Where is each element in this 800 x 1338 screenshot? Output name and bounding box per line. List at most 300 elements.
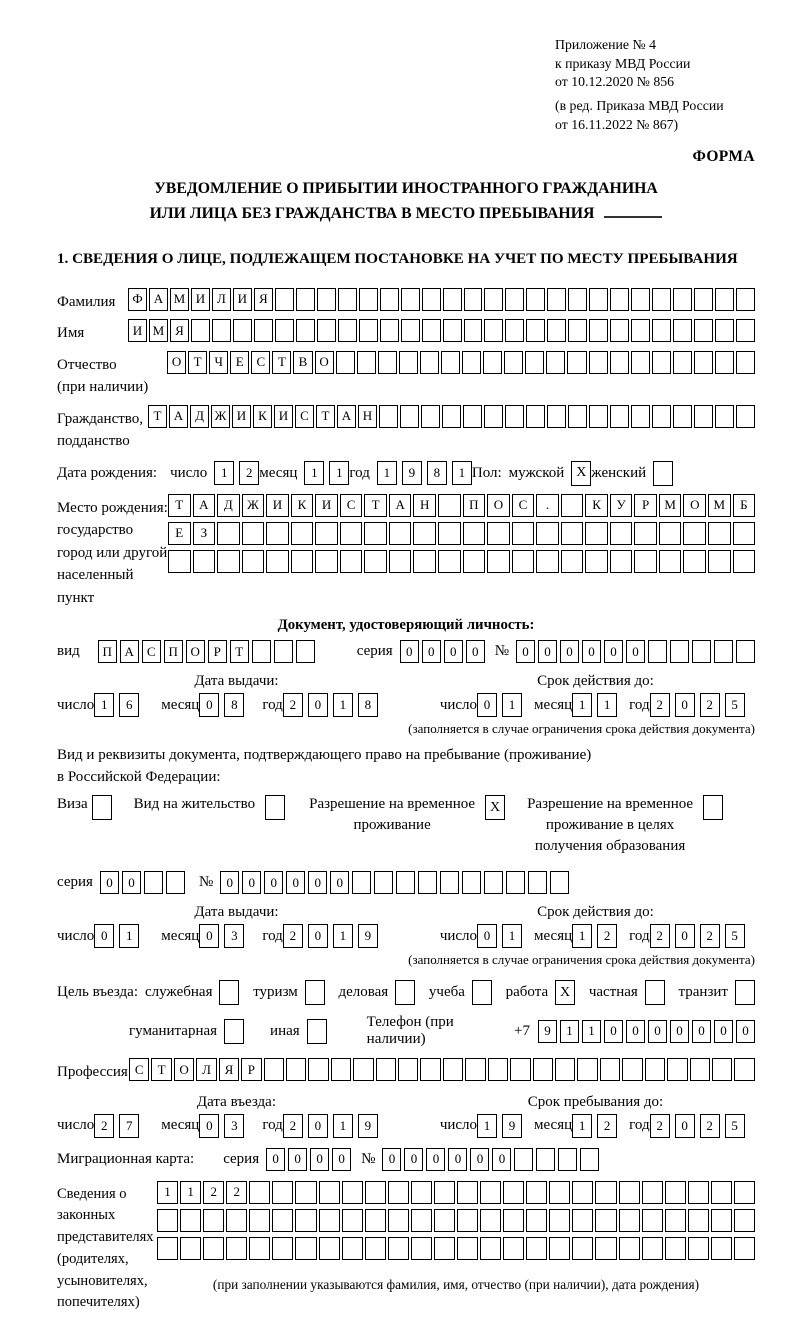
- form-cell[interactable]: 0: [492, 1148, 511, 1171]
- purpose-transit-checkbox[interactable]: [735, 980, 755, 1005]
- form-cell[interactable]: 0: [736, 1020, 755, 1043]
- form-cell[interactable]: А: [193, 494, 216, 517]
- form-cell[interactable]: [683, 522, 706, 545]
- form-cell[interactable]: [652, 405, 671, 428]
- form-cell[interactable]: [272, 1181, 293, 1204]
- form-cell[interactable]: Б: [733, 494, 756, 517]
- form-cell[interactable]: [463, 405, 482, 428]
- doc-valid-month-cells[interactable]: [572, 693, 617, 717]
- form-cell[interactable]: 1: [477, 1114, 497, 1138]
- form-cell[interactable]: М: [659, 494, 682, 517]
- form-cell[interactable]: [472, 980, 492, 1005]
- form-cell[interactable]: А: [120, 640, 139, 663]
- form-cell[interactable]: [380, 288, 399, 311]
- form-cell[interactable]: [252, 640, 271, 663]
- sex-male-checkbox[interactable]: [571, 461, 591, 486]
- form-cell[interactable]: 0: [308, 924, 328, 948]
- form-cell[interactable]: 0: [560, 640, 579, 663]
- form-cell[interactable]: Н: [413, 494, 436, 517]
- form-cell[interactable]: [144, 871, 163, 894]
- form-cell[interactable]: 0: [199, 693, 219, 717]
- entry-day-cells[interactable]: [94, 1114, 139, 1138]
- form-cell[interactable]: [438, 494, 461, 517]
- form-cell[interactable]: 1: [157, 1181, 178, 1204]
- form-cell[interactable]: [413, 522, 436, 545]
- form-cell[interactable]: 9: [402, 461, 422, 485]
- form-cell[interactable]: X: [485, 795, 505, 820]
- form-cell[interactable]: [736, 405, 755, 428]
- form-cell[interactable]: [291, 522, 314, 545]
- form-cell[interactable]: 5: [725, 924, 745, 948]
- form-cell[interactable]: И: [315, 494, 338, 517]
- form-cell[interactable]: 0: [264, 871, 283, 894]
- form-cell[interactable]: 0: [675, 693, 695, 717]
- form-cell[interactable]: 0: [94, 924, 114, 948]
- res-series-cells[interactable]: [100, 871, 185, 894]
- form-cell[interactable]: [249, 1237, 270, 1260]
- form-cell[interactable]: [673, 405, 692, 428]
- migr-number-cells[interactable]: [382, 1148, 599, 1171]
- form-cell[interactable]: [665, 1181, 686, 1204]
- form-cell[interactable]: [505, 405, 524, 428]
- form-cell[interactable]: Ч: [209, 351, 228, 374]
- form-cell[interactable]: [536, 550, 559, 573]
- form-cell[interactable]: [504, 351, 523, 374]
- form-cell[interactable]: [512, 550, 535, 573]
- form-cell[interactable]: [715, 319, 734, 342]
- form-cell[interactable]: А: [169, 405, 188, 428]
- form-cell[interactable]: И: [274, 405, 293, 428]
- form-cell[interactable]: А: [389, 494, 412, 517]
- form-cell[interactable]: [399, 351, 418, 374]
- form-cell[interactable]: [694, 288, 713, 311]
- form-cell[interactable]: [480, 1209, 501, 1232]
- form-cell[interactable]: В: [293, 351, 312, 374]
- form-cell[interactable]: [92, 795, 112, 820]
- form-cell[interactable]: [365, 1209, 386, 1232]
- form-cell[interactable]: 0: [426, 1148, 445, 1171]
- form-cell[interactable]: [568, 288, 587, 311]
- form-cell[interactable]: [295, 1181, 316, 1204]
- form-cell[interactable]: [736, 288, 755, 311]
- form-cell[interactable]: [735, 980, 755, 1005]
- form-cell[interactable]: О: [487, 494, 510, 517]
- form-cell[interactable]: Ж: [211, 405, 230, 428]
- res-issue-day-cells[interactable]: [94, 924, 139, 948]
- form-cell[interactable]: 0: [199, 1114, 219, 1138]
- form-cell[interactable]: [526, 288, 545, 311]
- form-cell[interactable]: [457, 1237, 478, 1260]
- form-cell[interactable]: [224, 1019, 244, 1044]
- form-cell[interactable]: [166, 871, 185, 894]
- form-cell[interactable]: С: [129, 1058, 149, 1081]
- form-cell[interactable]: С: [340, 494, 363, 517]
- form-cell[interactable]: [438, 550, 461, 573]
- form-cell[interactable]: [400, 405, 419, 428]
- form-cell[interactable]: [561, 522, 584, 545]
- form-cell[interactable]: К: [585, 494, 608, 517]
- form-cell[interactable]: [733, 522, 756, 545]
- form-cell[interactable]: П: [463, 494, 486, 517]
- form-cell[interactable]: [694, 351, 713, 374]
- form-cell[interactable]: 1: [304, 461, 324, 485]
- form-cell[interactable]: 0: [582, 640, 601, 663]
- form-cell[interactable]: К: [291, 494, 314, 517]
- form-cell[interactable]: [619, 1181, 640, 1204]
- form-cell[interactable]: Я: [219, 1058, 239, 1081]
- form-cell[interactable]: [317, 319, 336, 342]
- form-cell[interactable]: 1: [572, 693, 592, 717]
- birth-place-cells-row3[interactable]: [168, 550, 755, 573]
- form-cell[interactable]: [736, 351, 755, 374]
- form-cell[interactable]: [340, 550, 363, 573]
- form-cell[interactable]: [694, 319, 713, 342]
- form-cell[interactable]: [484, 871, 503, 894]
- form-cell[interactable]: 0: [626, 640, 645, 663]
- form-cell[interactable]: [708, 522, 731, 545]
- form-cell[interactable]: [376, 1058, 396, 1081]
- form-cell[interactable]: Н: [358, 405, 377, 428]
- form-cell[interactable]: [503, 1209, 524, 1232]
- form-cell[interactable]: 3: [224, 924, 244, 948]
- form-cell[interactable]: 0: [516, 640, 535, 663]
- form-cell[interactable]: 0: [308, 871, 327, 894]
- form-cell[interactable]: 2: [283, 693, 303, 717]
- form-cell[interactable]: [714, 640, 733, 663]
- form-cell[interactable]: Т: [168, 494, 191, 517]
- form-cell[interactable]: 8: [358, 693, 378, 717]
- form-cell[interactable]: [555, 1058, 575, 1081]
- form-cell[interactable]: П: [98, 640, 117, 663]
- form-cell[interactable]: [365, 1181, 386, 1204]
- legal-reps-cells-row3[interactable]: [157, 1237, 755, 1260]
- res-number-cells[interactable]: [220, 871, 569, 894]
- form-cell[interactable]: [642, 1237, 663, 1260]
- form-cell[interactable]: [526, 1237, 547, 1260]
- form-cell[interactable]: [319, 1209, 340, 1232]
- form-cell[interactable]: [577, 1058, 597, 1081]
- form-cell[interactable]: [622, 1058, 642, 1081]
- form-cell[interactable]: М: [708, 494, 731, 517]
- doc-kind-cells[interactable]: [98, 640, 315, 663]
- form-cell[interactable]: 0: [242, 871, 261, 894]
- form-cell[interactable]: 0: [288, 1148, 307, 1171]
- form-cell[interactable]: [421, 405, 440, 428]
- form-cell[interactable]: 0: [422, 640, 441, 663]
- form-cell[interactable]: [462, 351, 481, 374]
- form-cell[interactable]: [242, 550, 265, 573]
- form-cell[interactable]: [734, 1181, 755, 1204]
- form-cell[interactable]: Р: [241, 1058, 261, 1081]
- form-cell[interactable]: 0: [675, 924, 695, 948]
- form-cell[interactable]: [568, 319, 587, 342]
- form-cell[interactable]: Ф: [128, 288, 147, 311]
- form-cell[interactable]: [440, 871, 459, 894]
- form-cell[interactable]: [506, 871, 525, 894]
- form-cell[interactable]: [561, 550, 584, 573]
- form-cell[interactable]: [295, 1209, 316, 1232]
- stay-year-cells[interactable]: [650, 1114, 745, 1138]
- doc-valid-day-cells[interactable]: [477, 693, 522, 717]
- form-cell[interactable]: М: [170, 288, 189, 311]
- form-cell[interactable]: И: [232, 405, 251, 428]
- form-cell[interactable]: 0: [538, 640, 557, 663]
- form-cell[interactable]: 8: [224, 693, 244, 717]
- form-cell[interactable]: [712, 1058, 732, 1081]
- form-cell[interactable]: [652, 351, 671, 374]
- form-cell[interactable]: [480, 1181, 501, 1204]
- given-name-cells[interactable]: [128, 319, 755, 342]
- form-cell[interactable]: [233, 319, 252, 342]
- form-cell[interactable]: 1: [452, 461, 472, 485]
- form-cell[interactable]: [610, 351, 629, 374]
- form-cell[interactable]: [191, 319, 210, 342]
- form-cell[interactable]: [631, 319, 650, 342]
- form-cell[interactable]: [352, 871, 371, 894]
- form-cell[interactable]: З: [193, 522, 216, 545]
- form-cell[interactable]: [505, 319, 524, 342]
- form-cell[interactable]: 3: [224, 1114, 244, 1138]
- form-cell[interactable]: 1: [94, 693, 114, 717]
- form-cell[interactable]: [665, 1209, 686, 1232]
- form-cell[interactable]: [249, 1181, 270, 1204]
- form-cell[interactable]: [441, 351, 460, 374]
- form-cell[interactable]: [443, 1058, 463, 1081]
- form-cell[interactable]: Е: [168, 522, 191, 545]
- form-cell[interactable]: 0: [100, 871, 119, 894]
- form-cell[interactable]: [411, 1209, 432, 1232]
- form-cell[interactable]: 1: [119, 924, 139, 948]
- form-cell[interactable]: [411, 1237, 432, 1260]
- birth-place-cells-row2[interactable]: [168, 522, 755, 545]
- form-cell[interactable]: [340, 522, 363, 545]
- form-cell[interactable]: [342, 1181, 363, 1204]
- form-cell[interactable]: [526, 319, 545, 342]
- form-cell[interactable]: И: [266, 494, 289, 517]
- form-cell[interactable]: [457, 1209, 478, 1232]
- form-cell[interactable]: [549, 1181, 570, 1204]
- form-cell[interactable]: 0: [404, 1148, 423, 1171]
- purpose-study-checkbox[interactable]: [472, 980, 492, 1005]
- form-cell[interactable]: 1: [377, 461, 397, 485]
- form-cell[interactable]: [715, 288, 734, 311]
- form-cell[interactable]: [734, 1058, 754, 1081]
- form-cell[interactable]: Т: [230, 640, 249, 663]
- form-cell[interactable]: [673, 288, 692, 311]
- form-cell[interactable]: [395, 980, 415, 1005]
- form-cell[interactable]: [711, 1181, 732, 1204]
- form-cell[interactable]: [652, 288, 671, 311]
- form-cell[interactable]: 2: [597, 924, 617, 948]
- form-cell[interactable]: 1: [333, 1114, 353, 1138]
- form-cell[interactable]: [254, 319, 273, 342]
- form-cell[interactable]: [286, 1058, 306, 1081]
- form-cell[interactable]: [683, 550, 706, 573]
- form-cell[interactable]: [464, 288, 483, 311]
- residence-permit-checkbox[interactable]: [265, 795, 285, 820]
- form-cell[interactable]: [631, 405, 650, 428]
- form-cell[interactable]: [634, 522, 657, 545]
- birth-day-cells[interactable]: [214, 461, 259, 485]
- form-cell[interactable]: [610, 288, 629, 311]
- legal-reps-cells-row1[interactable]: [157, 1181, 755, 1204]
- form-cell[interactable]: А: [149, 288, 168, 311]
- form-cell[interactable]: [512, 522, 535, 545]
- form-cell[interactable]: Я: [254, 288, 273, 311]
- form-cell[interactable]: [336, 351, 355, 374]
- form-cell[interactable]: [547, 288, 566, 311]
- form-cell[interactable]: 1: [597, 693, 617, 717]
- form-cell[interactable]: 0: [400, 640, 419, 663]
- form-cell[interactable]: [536, 1148, 555, 1171]
- res-valid-day-cells[interactable]: [477, 924, 522, 948]
- form-cell[interactable]: 0: [308, 1114, 328, 1138]
- form-cell[interactable]: [465, 1058, 485, 1081]
- form-cell[interactable]: [648, 640, 667, 663]
- form-cell[interactable]: [550, 871, 569, 894]
- form-cell[interactable]: [610, 522, 633, 545]
- form-cell[interactable]: 9: [538, 1020, 557, 1043]
- form-cell[interactable]: [374, 871, 393, 894]
- form-cell[interactable]: [359, 288, 378, 311]
- form-cell[interactable]: 0: [470, 1148, 489, 1171]
- form-cell[interactable]: [364, 550, 387, 573]
- form-cell[interactable]: [642, 1181, 663, 1204]
- form-cell[interactable]: А: [337, 405, 356, 428]
- form-cell[interactable]: [462, 871, 481, 894]
- form-cell[interactable]: 1: [572, 924, 592, 948]
- form-cell[interactable]: 8: [427, 461, 447, 485]
- form-cell[interactable]: Я: [170, 319, 189, 342]
- form-cell[interactable]: И: [233, 288, 252, 311]
- form-cell[interactable]: [315, 550, 338, 573]
- entry-month-cells[interactable]: [199, 1114, 244, 1138]
- purpose-private-checkbox[interactable]: [645, 980, 665, 1005]
- form-cell[interactable]: [665, 1237, 686, 1260]
- form-cell[interactable]: [193, 550, 216, 573]
- purpose-tourism-checkbox[interactable]: [305, 980, 325, 1005]
- form-cell[interactable]: 2: [650, 924, 670, 948]
- form-cell[interactable]: 0: [466, 640, 485, 663]
- form-cell[interactable]: 1: [572, 1114, 592, 1138]
- form-cell[interactable]: [331, 1058, 351, 1081]
- form-cell[interactable]: [380, 319, 399, 342]
- form-cell[interactable]: [711, 1237, 732, 1260]
- form-cell[interactable]: [610, 405, 629, 428]
- form-cell[interactable]: 0: [444, 640, 463, 663]
- form-cell[interactable]: С: [142, 640, 161, 663]
- form-cell[interactable]: 0: [310, 1148, 329, 1171]
- profession-cells[interactable]: [129, 1058, 755, 1081]
- form-cell[interactable]: 1: [333, 693, 353, 717]
- form-cell[interactable]: 0: [675, 1114, 695, 1138]
- form-cell[interactable]: 9: [358, 924, 378, 948]
- form-cell[interactable]: И: [128, 319, 147, 342]
- form-cell[interactable]: [572, 1181, 593, 1204]
- form-cell[interactable]: О: [167, 351, 186, 374]
- form-cell[interactable]: [645, 1058, 665, 1081]
- birth-month-cells[interactable]: [304, 461, 349, 485]
- form-cell[interactable]: [420, 351, 439, 374]
- form-cell[interactable]: [272, 1209, 293, 1232]
- doc-series-cells[interactable]: [400, 640, 485, 663]
- form-cell[interactable]: [546, 351, 565, 374]
- form-cell[interactable]: У: [610, 494, 633, 517]
- form-cell[interactable]: Т: [364, 494, 387, 517]
- form-cell[interactable]: [463, 522, 486, 545]
- form-cell[interactable]: [217, 550, 240, 573]
- form-cell[interactable]: С: [251, 351, 270, 374]
- form-cell[interactable]: 0: [330, 871, 349, 894]
- form-cell[interactable]: [589, 405, 608, 428]
- form-cell[interactable]: [736, 319, 755, 342]
- form-cell[interactable]: [359, 319, 378, 342]
- res-valid-year-cells[interactable]: [650, 924, 745, 948]
- form-cell[interactable]: [600, 1058, 620, 1081]
- form-cell[interactable]: [388, 1237, 409, 1260]
- form-cell[interactable]: 0: [448, 1148, 467, 1171]
- purpose-other-checkbox[interactable]: [307, 1019, 327, 1044]
- purpose-work-checkbox[interactable]: [555, 980, 575, 1005]
- form-cell[interactable]: [503, 1237, 524, 1260]
- form-cell[interactable]: 1: [333, 924, 353, 948]
- form-cell[interactable]: [568, 405, 587, 428]
- form-cell[interactable]: [457, 1181, 478, 1204]
- form-cell[interactable]: С: [295, 405, 314, 428]
- form-cell[interactable]: 9: [358, 1114, 378, 1138]
- form-cell[interactable]: [180, 1237, 201, 1260]
- form-cell[interactable]: X: [571, 461, 591, 486]
- form-cell[interactable]: О: [683, 494, 706, 517]
- form-cell[interactable]: [317, 288, 336, 311]
- form-cell[interactable]: [525, 351, 544, 374]
- form-cell[interactable]: [715, 351, 734, 374]
- form-cell[interactable]: Л: [212, 288, 231, 311]
- form-cell[interactable]: [378, 351, 397, 374]
- form-cell[interactable]: [295, 1237, 316, 1260]
- form-cell[interactable]: [487, 522, 510, 545]
- res-valid-month-cells[interactable]: [572, 924, 617, 948]
- form-cell[interactable]: [396, 871, 415, 894]
- form-cell[interactable]: [634, 550, 657, 573]
- form-cell[interactable]: М: [149, 319, 168, 342]
- form-cell[interactable]: [547, 405, 566, 428]
- form-cell[interactable]: [549, 1209, 570, 1232]
- form-cell[interactable]: Р: [208, 640, 227, 663]
- form-cell[interactable]: [653, 461, 673, 486]
- form-cell[interactable]: Ж: [242, 494, 265, 517]
- form-cell[interactable]: [733, 550, 756, 573]
- form-cell[interactable]: Е: [230, 351, 249, 374]
- form-cell[interactable]: [265, 795, 285, 820]
- form-cell[interactable]: И: [191, 288, 210, 311]
- purpose-business-checkbox[interactable]: [395, 980, 415, 1005]
- form-cell[interactable]: [389, 522, 412, 545]
- form-cell[interactable]: [488, 1058, 508, 1081]
- migr-series-cells[interactable]: [266, 1148, 351, 1171]
- form-cell[interactable]: [619, 1237, 640, 1260]
- form-cell[interactable]: Т: [188, 351, 207, 374]
- visa-checkbox[interactable]: [92, 795, 112, 820]
- form-cell[interactable]: 0: [308, 693, 328, 717]
- form-cell[interactable]: [694, 405, 713, 428]
- citizenship-cells[interactable]: [148, 405, 755, 428]
- form-cell[interactable]: [411, 1181, 432, 1204]
- form-cell[interactable]: 0: [604, 1020, 623, 1043]
- form-cell[interactable]: [364, 522, 387, 545]
- form-cell[interactable]: [307, 1019, 327, 1044]
- form-cell[interactable]: [547, 319, 566, 342]
